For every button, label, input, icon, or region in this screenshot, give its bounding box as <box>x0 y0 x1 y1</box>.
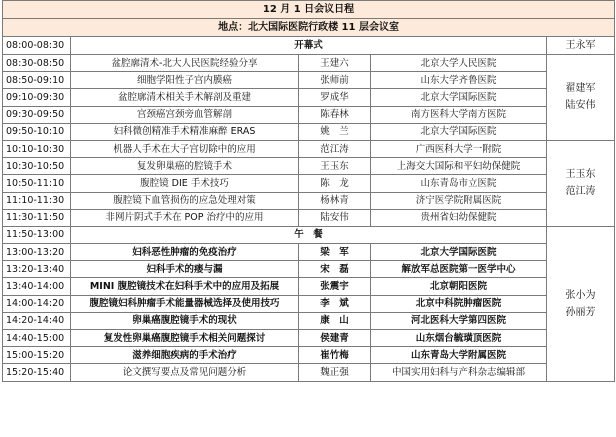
session-time: 13:40-14:00 <box>3 278 71 295</box>
schedule-venue: 地点：北大国际医院行政楼 11 层会议室 <box>3 19 615 37</box>
moderator-name: 王玉东 <box>565 169 596 181</box>
session-topic: 腹腔镜妇科肿瘤手术能量器械选择及使用技巧 <box>71 295 299 312</box>
session-topic: MINI 腹腔镜技术在妇科手术中的应用及拓展 <box>71 278 299 295</box>
schedule-row <box>3 72 615 89</box>
session-time: 11:30-11:50 <box>3 209 71 226</box>
schedule-table <box>2 0 615 382</box>
session-institution: 济宁医学院附属医院 <box>371 192 547 209</box>
schedule-row <box>3 55 615 72</box>
session-topic: 机器人手术在大子宫切除中的应用 <box>71 140 299 157</box>
session-institution: 南方医科大学南方医院 <box>371 106 547 123</box>
session-institution: 北京大学人民医院 <box>371 55 547 72</box>
session-topic: 复发卵巢癌的腔镜手术 <box>71 158 299 175</box>
session-speaker: 崔竹梅 <box>299 347 371 364</box>
schedule-row <box>3 158 615 175</box>
session-institution: 北京大学国际医院 <box>371 123 547 140</box>
session-speaker: 范江涛 <box>299 140 371 157</box>
schedule-row <box>3 175 615 192</box>
schedule-row <box>3 261 615 278</box>
session-time: 14:20-14:40 <box>3 312 71 329</box>
session-time: 08:00-08:30 <box>3 37 71 55</box>
session-speaker: 陈春林 <box>299 106 371 123</box>
session-institution: 解放军总医院第一医学中心 <box>371 261 547 278</box>
session-time: 13:00-13:20 <box>3 244 71 261</box>
session-institution: 上海交大国际和平妇幼保健院 <box>371 158 547 175</box>
moderator-cell <box>547 226 615 381</box>
session-topic: 卵巢癌腹腔镜手术的现状 <box>71 312 299 329</box>
session-topic: 滋养细胞疾病的手术治疗 <box>71 347 299 364</box>
session-time: 14:00-14:20 <box>3 295 71 312</box>
session-speaker: 宋 磊 <box>299 261 371 278</box>
moderator-name: 孙丽芳 <box>565 306 596 318</box>
session-institution: 山东烟台毓璜顶医院 <box>371 330 547 347</box>
session-time: 08:30-08:50 <box>3 55 71 72</box>
schedule-row <box>3 244 615 261</box>
session-institution: 北京大学国际医院 <box>371 89 547 106</box>
session-time: 10:30-10:50 <box>3 158 71 175</box>
session-institution: 河北医科大学第四医院 <box>371 312 547 329</box>
moderator-name: 王永军 <box>565 40 596 51</box>
session-topic: 论文撰写要点及常见问题分析 <box>71 364 299 381</box>
moderator-name: 范江涛 <box>565 186 596 198</box>
schedule-row <box>3 192 615 209</box>
session-time: 15:20-15:40 <box>3 364 71 381</box>
moderator-cell <box>547 55 615 141</box>
session-time: 14:40-15:00 <box>3 330 71 347</box>
schedule-row <box>3 123 615 140</box>
schedule-body <box>3 1 615 382</box>
session-topic: 腹腔镜下血管损伤的应急处理对策 <box>71 192 299 209</box>
session-time: 08:50-09:10 <box>3 72 71 89</box>
session-speaker: 李 斌 <box>299 295 371 312</box>
session-time: 09:10-09:30 <box>3 89 71 106</box>
session-speaker: 陆安伟 <box>299 209 371 226</box>
session-institution: 北京大学国际医院 <box>371 244 547 261</box>
session-speaker: 王建六 <box>299 55 371 72</box>
session-speaker: 张震宇 <box>299 278 371 295</box>
schedule-row <box>3 278 615 295</box>
moderator-name: 张小为 <box>565 289 596 301</box>
session-speaker: 姚 兰 <box>299 123 371 140</box>
session-institution: 北京朝阳医院 <box>371 278 547 295</box>
moderator-name: 翟建军 <box>565 83 596 95</box>
session-time: 11:10-11:30 <box>3 192 71 209</box>
session-topic: 妇科手术的瘘与漏 <box>71 261 299 278</box>
schedule-row <box>3 364 615 381</box>
schedule-date-title: 12 月 1 日会议日程 <box>3 1 615 19</box>
schedule-row <box>3 37 615 55</box>
session-time: 09:30-09:50 <box>3 106 71 123</box>
session-institution: 山东青岛大学附属医院 <box>371 347 547 364</box>
schedule-row <box>3 295 615 312</box>
session-speaker: 陈 龙 <box>299 175 371 192</box>
session-time: 11:50-13:00 <box>3 226 71 243</box>
session-topic: 宫颈癌宫颈旁血管解剖 <box>71 106 299 123</box>
session-time: 10:50-11:10 <box>3 175 71 192</box>
session-speaker: 罗成华 <box>299 89 371 106</box>
schedule-row <box>3 140 615 157</box>
moderator-name: 陆安伟 <box>565 100 596 112</box>
session-topic: 盆腔廓清术-北大人民医院经验分享 <box>71 55 299 72</box>
session-institution: 山东青岛市立医院 <box>371 175 547 192</box>
session-speaker: 梁 军 <box>299 244 371 261</box>
session-topic: 盆腔廓清术相关手术解剖及重建 <box>71 89 299 106</box>
session-topic: 妇科微创精准手术精准麻醉 ERAS <box>71 123 299 140</box>
session-speaker: 张师前 <box>299 72 371 89</box>
session-speaker: 王玉东 <box>299 158 371 175</box>
schedule-row <box>3 347 615 364</box>
session-institution: 广西医科大学一附院 <box>371 140 547 157</box>
schedule-row <box>3 312 615 329</box>
schedule-row <box>3 209 615 226</box>
session-time: 13:20-13:40 <box>3 261 71 278</box>
session-speaker: 魏正强 <box>299 364 371 381</box>
session-topic: 妇科恶性肿瘤的免疫治疗 <box>71 244 299 261</box>
session-institution: 北京中科院肿瘤医院 <box>371 295 547 312</box>
session-institution: 山东大学齐鲁医院 <box>371 72 547 89</box>
moderator-cell <box>547 37 615 55</box>
session-speaker: 侯建青 <box>299 330 371 347</box>
schedule-row <box>3 106 615 123</box>
session-topic: 非网片阴式手术在 POP 治疗中的应用 <box>71 209 299 226</box>
session-time: 09:50-10:10 <box>3 123 71 140</box>
session-institution: 贵州省妇幼保健院 <box>371 209 547 226</box>
session-topic: 复发性卵巢癌腹腔镜手术相关问题探讨 <box>71 330 299 347</box>
schedule-row <box>3 89 615 106</box>
schedule-row <box>3 226 615 243</box>
session-institution: 中国实用妇科与产科杂志编辑部 <box>371 364 547 381</box>
session-topic: 腹腔镜 DIE 手术技巧 <box>71 175 299 192</box>
schedule-row <box>3 330 615 347</box>
moderator-cell <box>547 140 615 226</box>
session-break: 午 餐 <box>71 226 547 243</box>
session-speaker: 杨林青 <box>299 192 371 209</box>
session-time: 10:10-10:30 <box>3 140 71 157</box>
session-speaker: 康 山 <box>299 312 371 329</box>
session-break: 开幕式 <box>71 37 547 55</box>
session-topic: 细胞学阳性子宫内膜癌 <box>71 72 299 89</box>
session-time: 15:00-15:20 <box>3 347 71 364</box>
